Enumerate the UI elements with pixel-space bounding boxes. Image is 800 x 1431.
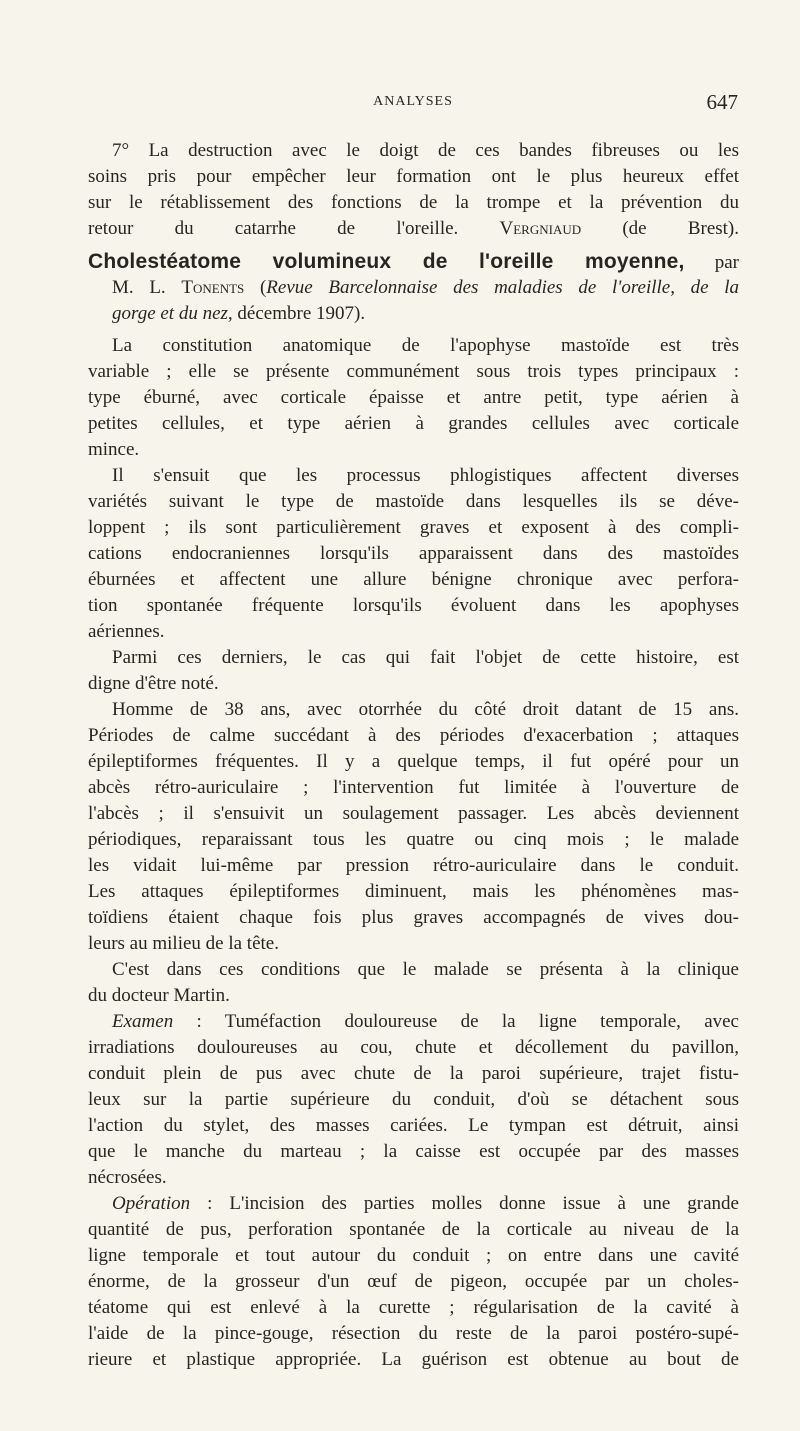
text-line: C'est dans ces conditions que le malade se présenta à la clinique	[112, 959, 739, 980]
text-line: l'action du stylet, des masses cariées. Le tympan est détruit, ainsi	[88, 1115, 739, 1136]
text-fragment: retour du catarrhe de l'oreille.	[88, 218, 459, 239]
text-line: cations endocraniennes lorsqu'ils apparaissent dans des mastoïdes	[88, 543, 739, 564]
text-line: soins pris pour empêcher leur formation ont le plus heureux effet	[88, 166, 739, 187]
article-heading	[88, 249, 739, 275]
text-line	[88, 216, 739, 242]
text-line	[88, 1009, 739, 1035]
text-line: les vidait lui-même par pression rétro-auriculaire dans le conduit.	[88, 855, 739, 876]
text-line: Il s'ensuit que les processus phlogistiques affectent diverses	[112, 465, 739, 486]
page-header	[88, 90, 738, 120]
text-line: Homme de 38 ans, avec otorrhée du côté droit datant de 15 ans.	[112, 699, 739, 720]
text-line: digne d'être noté.	[88, 673, 219, 694]
text-line: irradiations douloureuses au cou, chute et décollement du pavillon,	[88, 1037, 739, 1058]
page-number: 647	[706, 90, 738, 114]
author-affiliation: (de Brest).	[622, 218, 739, 239]
text-line: mince.	[88, 439, 140, 460]
text-line: loppent ; ils sont particulièrement graves et exposent à des compli-	[88, 517, 739, 538]
article-title: Cholestéatome volumineux de l'oreille moyenne,	[88, 250, 685, 273]
text-line	[88, 1191, 739, 1217]
text-line: leux sur la partie supérieure du conduit, d'où se détachent sous	[88, 1089, 739, 1110]
text-line: aériennes.	[88, 621, 165, 642]
text-line: La constitution anatomique de l'apophyse mastoïde est très	[112, 335, 739, 356]
author-name: Tonents	[181, 277, 245, 298]
source-date: décembre 1907).	[237, 303, 366, 324]
byline	[88, 275, 739, 301]
body-text	[88, 138, 739, 1373]
text-line: l'aide de la pince-gouge, résection du reste de la paroi postéro-supé-	[88, 1323, 739, 1344]
text-line: abcès rétro-auriculaire ; l'intervention fut limitée à l'ouverture de	[88, 777, 739, 798]
source-paren: (	[259, 277, 267, 298]
text-line: énorme, de la grosseur d'un œuf de pigeon, occupée par un choles-	[88, 1271, 739, 1292]
byline-par: par	[714, 252, 739, 273]
text-fragment: : Tuméfaction douloureuse de la ligne temporale, avec	[173, 1011, 739, 1032]
author-initials: M. L.	[112, 277, 166, 298]
text-line: quantité de pus, perforation spontanée de la corticale au niveau de la	[88, 1219, 739, 1240]
text-line: leurs au milieu de la tête.	[88, 933, 279, 954]
text-line: éburnées et affectent une allure bénigne chronique avec perfora-	[88, 569, 739, 590]
running-head: ANALYSES	[373, 94, 453, 109]
text-line: conduit plein de pus avec chute de la paroi supérieure, trajet fistu-	[88, 1063, 739, 1084]
text-line: toïdiens étaient chaque fois plus graves accompagnés de vives dou-	[88, 907, 739, 928]
text-line: que le manche du marteau ; la caisse est occupée par des masses	[88, 1141, 739, 1162]
text-line: épileptiformes fréquentes. Il y a quelque temps, il fut opéré pour un	[88, 751, 739, 772]
source-journal-cont: gorge et du nez,	[112, 303, 233, 324]
text-line: nécrosées.	[88, 1167, 167, 1188]
text-line: sur le rétablissement des fonctions de la trompe et la prévention du	[88, 192, 739, 213]
text-line: tion spontanée fréquente lorsqu'ils évoluent dans les apophyses	[88, 595, 739, 616]
text-line: type éburné, avec corticale épaisse et antre petit, type aérien à	[88, 387, 739, 408]
section-label-operation: Opération	[112, 1193, 191, 1214]
source-journal: Revue Barcelonnaise des maladies de l'oreille, de la	[266, 277, 740, 298]
text-line: l'abcès ; il s'ensuivit un soulagement passager. Les abcès deviennent	[88, 803, 739, 824]
text-line: ligne temporale et tout autour du conduit ; on entre dans une cavité	[88, 1245, 739, 1266]
byline-continued	[88, 301, 739, 327]
signature-line	[500, 218, 739, 239]
text-line: Parmi ces derniers, le cas qui fait l'objet de cette histoire, est	[112, 647, 739, 668]
text-fragment: : L'incision des parties molles donne issue à une grande	[190, 1193, 739, 1214]
text-line: petites cellules, et type aérien à grandes cellules avec corticale	[88, 413, 739, 434]
author-name: Vergniaud	[499, 218, 582, 239]
text-line: rieure et plastique appropriée. La guérison est obtenue au bout de	[88, 1349, 739, 1370]
text-line: 7° La destruction avec le doigt de ces bandes fibreuses ou les	[112, 140, 739, 161]
text-line: du docteur Martin.	[88, 985, 230, 1006]
text-line: Les attaques épileptiformes diminuent, mais les phénomènes mas-	[88, 881, 739, 902]
text-line: téatome qui est enlevé à la curette ; régularisation de la cavité à	[88, 1297, 739, 1318]
text-line: variable ; elle se présente communément sous trois types principaux :	[88, 361, 739, 382]
text-line: Périodes de calme succédant à des périodes d'exacerbation ; attaques	[88, 725, 739, 746]
text-line: périodiques, reparaissant tous les quatre ou cinq mois ; le malade	[88, 829, 739, 850]
section-label-examen: Examen	[112, 1011, 174, 1032]
text-line: variétés suivant le type de mastoïde dans lesquelles ils se déve-	[88, 491, 739, 512]
